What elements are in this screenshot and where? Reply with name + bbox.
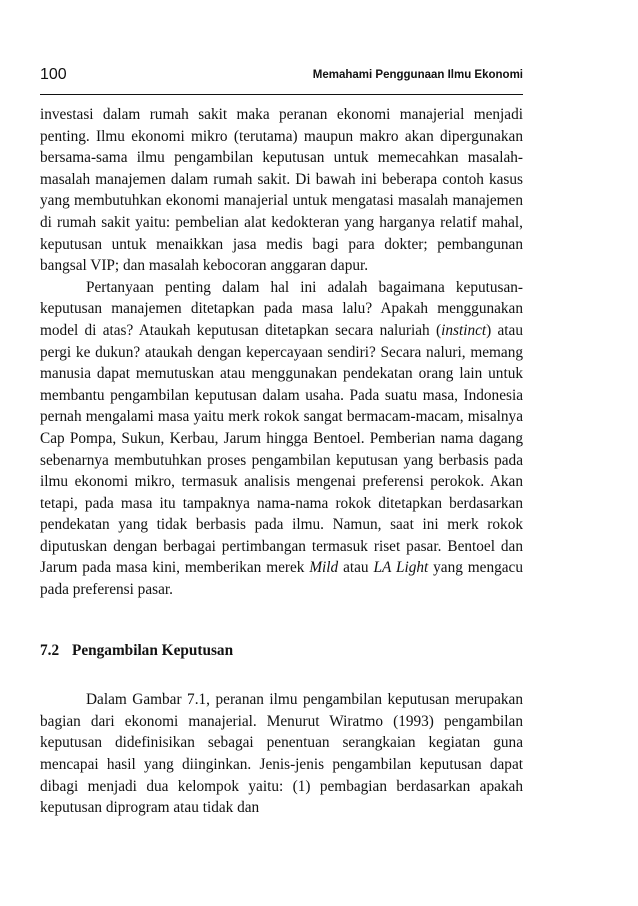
- paragraph-1: investasi dalam rumah sakit maka peranan ekonomi manajerial menjadi penting. Ilmu ekonomi mikro (terutama) maupun makro akan dipergunakan bersama-sama ilmu pengambilan keputusan untuk memecahkan masalah-masalah manajemen dalam rumah sakit. Di bawah ini beberapa contoh kasus yang membutuhkan ekonomi manajerial untuk mengatasi masalah manajemen di rumah sakit yaitu: pembelian alat kedokteran yang harganya relatif mahal, keputusan untuk menaikkan jasa medis bagi para dokter; pembangunan bangsal VIP; dan masalah kebocoran anggaran dapur.: [40, 106, 523, 275]
- term-instinct: instinct: [441, 321, 487, 339]
- running-title: Memahami Penggunaan Ilmu Ekonomi: [312, 69, 523, 81]
- paragraph-3: Dalam Gambar 7.1, peranan ilmu pengambilan keputusan merupakan bagian dari ekonomi manajerial. Menurut Wiratmo (1993) pengambilan keputusan didefinisikan sebagai penentuan serangkaian kegiatan guna mencapai hasil yang diinginkan. Jenis-jenis pengambilan keputusan dapat dibagi menjadi dua kelompok yaitu: (1) pembagian berdasarkan apakah keputusan diprogram atau tidak dan: [40, 691, 523, 817]
- paragraph-2: [40, 277, 523, 601]
- section-title: Pengambilan Keputusan: [72, 641, 234, 659]
- paragraph-2-part-1: Pertanyaan penting dalam hal ini adalah bagaimana keputusan-keputusan manajemen ditetapkan pada masa lalu? Apakah menggunakan model di atas? Ataukah keputusan ditetapkan secara naluriah (: [40, 278, 523, 339]
- paragraph-2-part-4: yang mengacu pada preferensi pasar.: [40, 559, 523, 599]
- paragraph-2-part-2: ) atau pergi ke dukun? ataukah dengan kepercayaan sendiri? Secara naluri, memang manusia dapat memutuskan atau menggunakan pendekatan orang lain untuk membantu pengambilan keputusan dalam usaha. Pada suatu masa, Indonesia pernah mengalami masa yaitu merk rokok sangat bermacam-macam, misalnya Cap Pompa, Sukun, Kerbau, Jarum hingga Bentoel. Pemberian nama dagang sebenarnya membutuhkan proses pengambilan keputusan yang berbasis pada ilmu ekonomi mikro, termasuk analisis mengenai preferensi perokok. Akan tetapi, pada masa itu tampaknya nama-nama rokok ditetapkan berdasarkan pendekatan yang tidak berbasis pada ilmu. Namun, saat ini merk rokok diputuskan dengan berbagai pertimbangan termasuk riset pasar. Bentoel dan Jarum pada masa kini, memberikan merek: [40, 321, 523, 577]
- header-rule: [40, 94, 523, 95]
- brand-mild: Mild: [309, 559, 339, 577]
- page-header: [40, 66, 523, 86]
- section-number: 7.2: [40, 641, 60, 659]
- brand-la-light: LA Light: [373, 559, 429, 577]
- body-text: [40, 104, 523, 819]
- page-number: 100: [40, 66, 67, 83]
- section-heading: [40, 640, 523, 662]
- paragraph-2-part-3: atau: [338, 559, 374, 577]
